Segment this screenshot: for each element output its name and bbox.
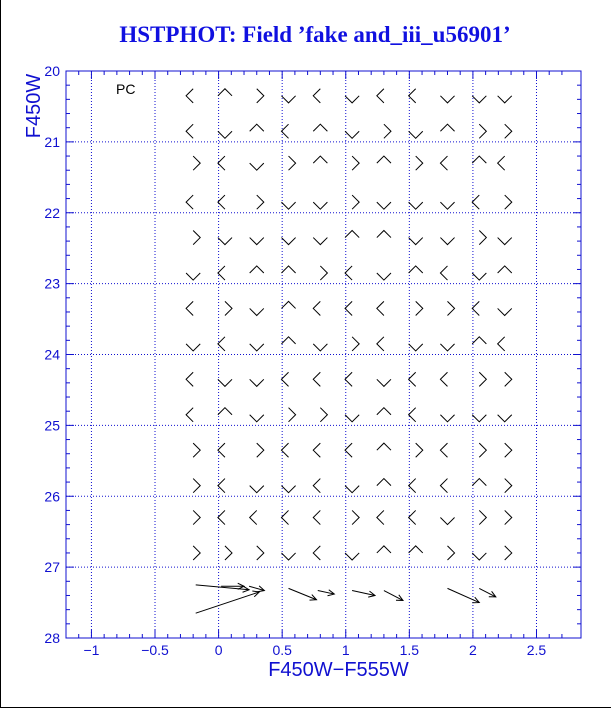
vector-marker — [250, 443, 264, 457]
y-tick-label: 26 — [44, 488, 60, 505]
vector-marker — [281, 124, 295, 138]
vector-marker — [186, 479, 200, 493]
vector-marker — [313, 230, 327, 244]
vector-marker — [218, 124, 232, 138]
vector-marker — [377, 479, 391, 493]
vector-marker — [472, 301, 486, 315]
vector-marker — [440, 479, 454, 493]
vector-marker — [345, 443, 359, 457]
vector-marker — [498, 479, 512, 493]
vector-marker — [313, 408, 327, 422]
x-tick-label: −1 — [83, 642, 100, 658]
vector-marker — [377, 230, 391, 244]
vector-marker — [186, 337, 200, 351]
vector-marker — [313, 443, 327, 457]
vector-marker — [218, 195, 232, 209]
vector-marker — [409, 230, 423, 244]
vector-marker — [218, 510, 232, 524]
vector-marker — [409, 89, 423, 103]
vector-marker — [281, 230, 295, 244]
vector-marker — [281, 408, 295, 422]
vector-marker — [409, 195, 423, 209]
y-tick-label: 24 — [44, 346, 60, 363]
vector-marker — [440, 372, 454, 386]
vector-marker — [281, 479, 295, 493]
vector-marker — [472, 408, 486, 422]
vector-marker — [409, 443, 423, 457]
vector-marker — [377, 156, 391, 170]
vector-marker — [498, 443, 512, 457]
axes-box — [66, 71, 581, 638]
vector-marker — [281, 156, 295, 170]
vector-marker — [250, 546, 264, 560]
vector-marker — [345, 301, 359, 315]
vector-marker — [218, 443, 232, 457]
vector-marker — [498, 230, 512, 244]
vector-marker — [440, 546, 454, 560]
vector-marker — [377, 408, 391, 422]
vector-arrow — [289, 588, 317, 599]
vector-marker — [409, 337, 423, 351]
vector-marker — [472, 546, 486, 560]
vector-markers — [186, 89, 512, 560]
x-tick-label: 1.5 — [399, 642, 420, 658]
vector-marker — [186, 89, 200, 103]
vector-marker — [186, 156, 200, 170]
vector-marker — [472, 230, 486, 244]
vector-marker — [409, 124, 423, 138]
vector-marker — [345, 230, 359, 244]
vector-marker — [498, 301, 512, 315]
vector-marker — [345, 266, 359, 280]
chart-title: HSTPHOT: Field ’fake and_iii_u56901’ — [119, 22, 511, 47]
vector-marker — [250, 195, 264, 209]
vector-arrow — [384, 591, 403, 601]
vector-marker — [472, 124, 486, 138]
vector-marker — [313, 195, 327, 209]
vector-marker — [409, 301, 423, 315]
vector-marker — [281, 266, 295, 280]
vector-marker — [313, 124, 327, 138]
y-tick-label: 20 — [44, 63, 60, 79]
vector-marker — [498, 89, 512, 103]
vector-marker — [218, 89, 232, 103]
vector-marker — [498, 546, 512, 560]
vector-marker — [281, 195, 295, 209]
vector-marker — [345, 408, 359, 422]
vector-marker — [377, 124, 391, 138]
vector-marker — [218, 230, 232, 244]
vector-marker — [498, 510, 512, 524]
vector-marker — [313, 546, 327, 560]
vector-marker — [440, 156, 454, 170]
vector-marker — [281, 546, 295, 560]
vector-marker — [313, 156, 327, 170]
x-tick-label: −0.5 — [141, 642, 169, 658]
vector-marker — [281, 372, 295, 386]
vector-marker — [281, 443, 295, 457]
x-tick-label: 2.5 — [526, 642, 547, 658]
vector-marker — [281, 337, 295, 351]
y-tick-label: 22 — [44, 204, 60, 221]
vector-marker — [409, 372, 423, 386]
vector-marker — [186, 266, 200, 280]
vector-marker — [440, 337, 454, 351]
vector-marker — [250, 230, 264, 244]
vector-marker — [345, 89, 359, 103]
vector-marker — [218, 546, 232, 560]
vector-marker — [218, 301, 232, 315]
vector-marker — [281, 301, 295, 315]
vector-marker — [409, 156, 423, 170]
y-tick-label: 21 — [44, 133, 60, 150]
vector-marker — [313, 510, 327, 524]
vector-marker — [440, 510, 454, 524]
y-tick-label: 27 — [44, 559, 60, 576]
vector-marker — [186, 546, 200, 560]
vector-marker — [250, 510, 264, 524]
vector-marker — [218, 479, 232, 493]
vector-marker — [409, 546, 423, 560]
vector-marker — [377, 301, 391, 315]
vector-marker — [250, 266, 264, 280]
vector-marker — [250, 156, 264, 170]
vector-marker — [313, 479, 327, 493]
vector-marker — [345, 337, 359, 351]
vector-marker — [218, 266, 232, 280]
x-tick-label: 2 — [469, 642, 477, 658]
vector-marker — [345, 195, 359, 209]
vector-marker — [218, 372, 232, 386]
vector-marker — [313, 372, 327, 386]
vector-marker — [472, 89, 486, 103]
vector-marker — [498, 124, 512, 138]
vector-marker — [250, 372, 264, 386]
vector-marker — [472, 337, 486, 351]
vector-marker — [281, 89, 295, 103]
vector-marker — [440, 195, 454, 209]
vector-marker — [186, 443, 200, 457]
vector-marker — [409, 510, 423, 524]
vector-marker — [218, 156, 232, 170]
vector-marker — [186, 408, 200, 422]
vector-marker — [345, 156, 359, 170]
vector-marker — [498, 408, 512, 422]
grid-lines — [66, 71, 581, 638]
vector-marker — [313, 337, 327, 351]
vector-marker — [186, 230, 200, 244]
vector-marker — [472, 266, 486, 280]
vector-marker — [498, 195, 512, 209]
vector-marker — [472, 372, 486, 386]
vector-marker — [313, 266, 327, 280]
vector-marker — [498, 156, 512, 170]
vector-marker — [345, 510, 359, 524]
vector-marker — [440, 89, 454, 103]
vector-marker — [250, 479, 264, 493]
vector-marker — [409, 479, 423, 493]
y-axis-title: F450W — [23, 73, 45, 139]
panel-label: PC — [116, 81, 136, 97]
x-tick-label: 0.5 — [272, 642, 292, 658]
vector-marker — [250, 337, 264, 351]
vector-arrow — [479, 588, 496, 597]
vector-marker — [186, 510, 200, 524]
vector-marker — [440, 443, 454, 457]
vector-marker — [440, 124, 454, 138]
x-tick-label: 0 — [214, 642, 223, 658]
vector-arrow — [196, 592, 260, 613]
vector-marker — [186, 301, 200, 315]
vector-marker — [472, 479, 486, 493]
vector-marker — [218, 408, 232, 422]
vector-marker — [472, 156, 486, 170]
vector-marker — [250, 89, 264, 103]
vector-marker — [440, 230, 454, 244]
axis-ticks — [44, 63, 581, 658]
vector-marker — [186, 195, 200, 209]
vector-marker — [186, 372, 200, 386]
vector-marker — [313, 89, 327, 103]
vector-marker — [409, 266, 423, 280]
y-tick-label: 25 — [44, 417, 60, 434]
vector-marker — [498, 337, 512, 351]
vector-marker — [250, 124, 264, 138]
vector-marker — [440, 266, 454, 280]
vector-marker — [377, 546, 391, 560]
vector-marker — [377, 510, 391, 524]
vector-marker — [345, 124, 359, 138]
vector-marker — [377, 443, 391, 457]
vector-marker — [218, 337, 232, 351]
vector-marker — [377, 337, 391, 351]
vector-marker — [186, 124, 200, 138]
vector-marker — [472, 195, 486, 209]
vector-marker — [281, 510, 295, 524]
vector-arrow — [447, 588, 479, 602]
y-tick-label: 28 — [44, 630, 60, 646]
x-axis-title: F450W−F555W — [268, 659, 409, 681]
vector-marker — [472, 510, 486, 524]
vector-marker — [250, 301, 264, 315]
vector-marker — [250, 408, 264, 422]
vector-marker — [440, 301, 454, 315]
vector-marker — [472, 443, 486, 457]
vector-marker — [377, 266, 391, 280]
vector-marker — [377, 89, 391, 103]
vector-marker — [409, 408, 423, 422]
vector-marker — [440, 408, 454, 422]
x-tick-label: 1 — [341, 642, 350, 658]
vector-marker — [377, 195, 391, 209]
vector-marker — [345, 546, 359, 560]
vector-marker — [377, 372, 391, 386]
vector-marker — [345, 372, 359, 386]
vector-marker — [498, 266, 512, 280]
vector-marker — [498, 372, 512, 386]
vector-marker — [345, 479, 359, 493]
vector-marker — [313, 301, 327, 315]
y-tick-label: 23 — [44, 275, 60, 292]
